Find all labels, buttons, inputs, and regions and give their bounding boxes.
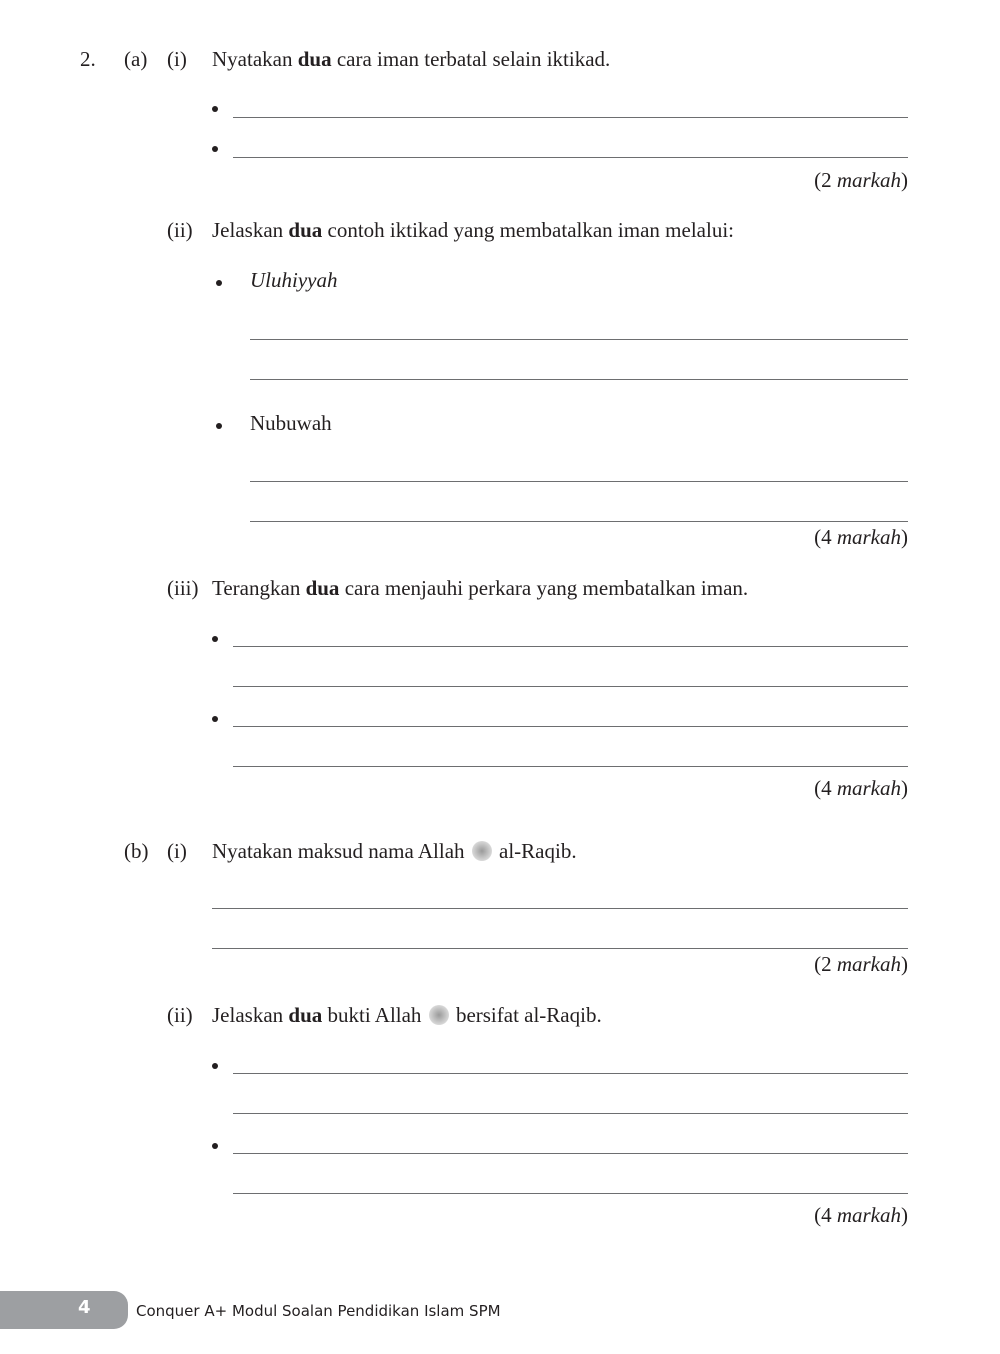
page-number-tab bbox=[0, 1291, 128, 1329]
answer-line[interactable] bbox=[233, 1073, 908, 1074]
answer-line[interactable] bbox=[233, 1113, 908, 1114]
question-text: Jelaskan dua contoh iktikad yang membatalkan iman melalui: bbox=[212, 218, 734, 242]
answer-line[interactable] bbox=[250, 339, 908, 340]
subpart-label: (ii) bbox=[167, 1003, 193, 1027]
question-text: Nyatakan maksud nama Allah al-Raqib. bbox=[212, 839, 577, 863]
answer-line[interactable] bbox=[233, 686, 908, 687]
allah-swt-icon bbox=[472, 841, 492, 861]
answer-line[interactable] bbox=[250, 481, 908, 482]
bullet bbox=[212, 1143, 218, 1149]
bullet bbox=[212, 636, 218, 642]
marks-label: (4 markah) bbox=[814, 776, 908, 800]
bullet bbox=[212, 1063, 218, 1069]
answer-line[interactable] bbox=[250, 521, 908, 522]
answer-line[interactable] bbox=[212, 948, 908, 949]
bullet bbox=[212, 716, 218, 722]
marks-label: (2 markah) bbox=[814, 952, 908, 976]
marks-label: (4 markah) bbox=[814, 525, 908, 549]
answer-line[interactable] bbox=[233, 117, 908, 118]
allah-swt-icon bbox=[429, 1005, 449, 1025]
bullet bbox=[216, 280, 222, 286]
page-number: 4 bbox=[78, 1297, 91, 1318]
question-text: Terangkan dua cara menjauhi perkara yang membatalkan iman. bbox=[212, 576, 749, 600]
answer-line[interactable] bbox=[250, 379, 908, 380]
bullet bbox=[212, 146, 218, 152]
bullet bbox=[212, 106, 218, 112]
subpart-label: (i) bbox=[167, 47, 187, 71]
answer-line[interactable] bbox=[233, 726, 908, 727]
bullet bbox=[216, 423, 222, 429]
answer-line[interactable] bbox=[233, 157, 908, 158]
question-text: Nyatakan dua cara iman terbatal selain iktikad. bbox=[212, 47, 611, 71]
part-a-label: (a) bbox=[124, 47, 148, 71]
question-number: 2. bbox=[80, 47, 96, 71]
sub-item-uluhiyyah: Uluhiyyah bbox=[250, 268, 338, 292]
subpart-label: (ii) bbox=[167, 218, 193, 242]
question-text: Jelaskan dua bukti Allah bersifat al-Raqib. bbox=[212, 1003, 602, 1027]
part-b-label: (b) bbox=[124, 839, 149, 863]
answer-line[interactable] bbox=[233, 646, 908, 647]
answer-line[interactable] bbox=[233, 766, 908, 767]
marks-label: (2 markah) bbox=[814, 168, 908, 192]
subpart-label: (iii) bbox=[167, 576, 199, 600]
sub-item-nubuwah: Nubuwah bbox=[250, 411, 332, 435]
answer-line[interactable] bbox=[233, 1193, 908, 1194]
subpart-label: (i) bbox=[167, 839, 187, 863]
answer-line[interactable] bbox=[233, 1153, 908, 1154]
book-title: Conquer A+ Modul Soalan Pendidikan Islam SPM bbox=[136, 1302, 501, 1320]
answer-line[interactable] bbox=[212, 908, 908, 909]
marks-label: (4 markah) bbox=[814, 1203, 908, 1227]
